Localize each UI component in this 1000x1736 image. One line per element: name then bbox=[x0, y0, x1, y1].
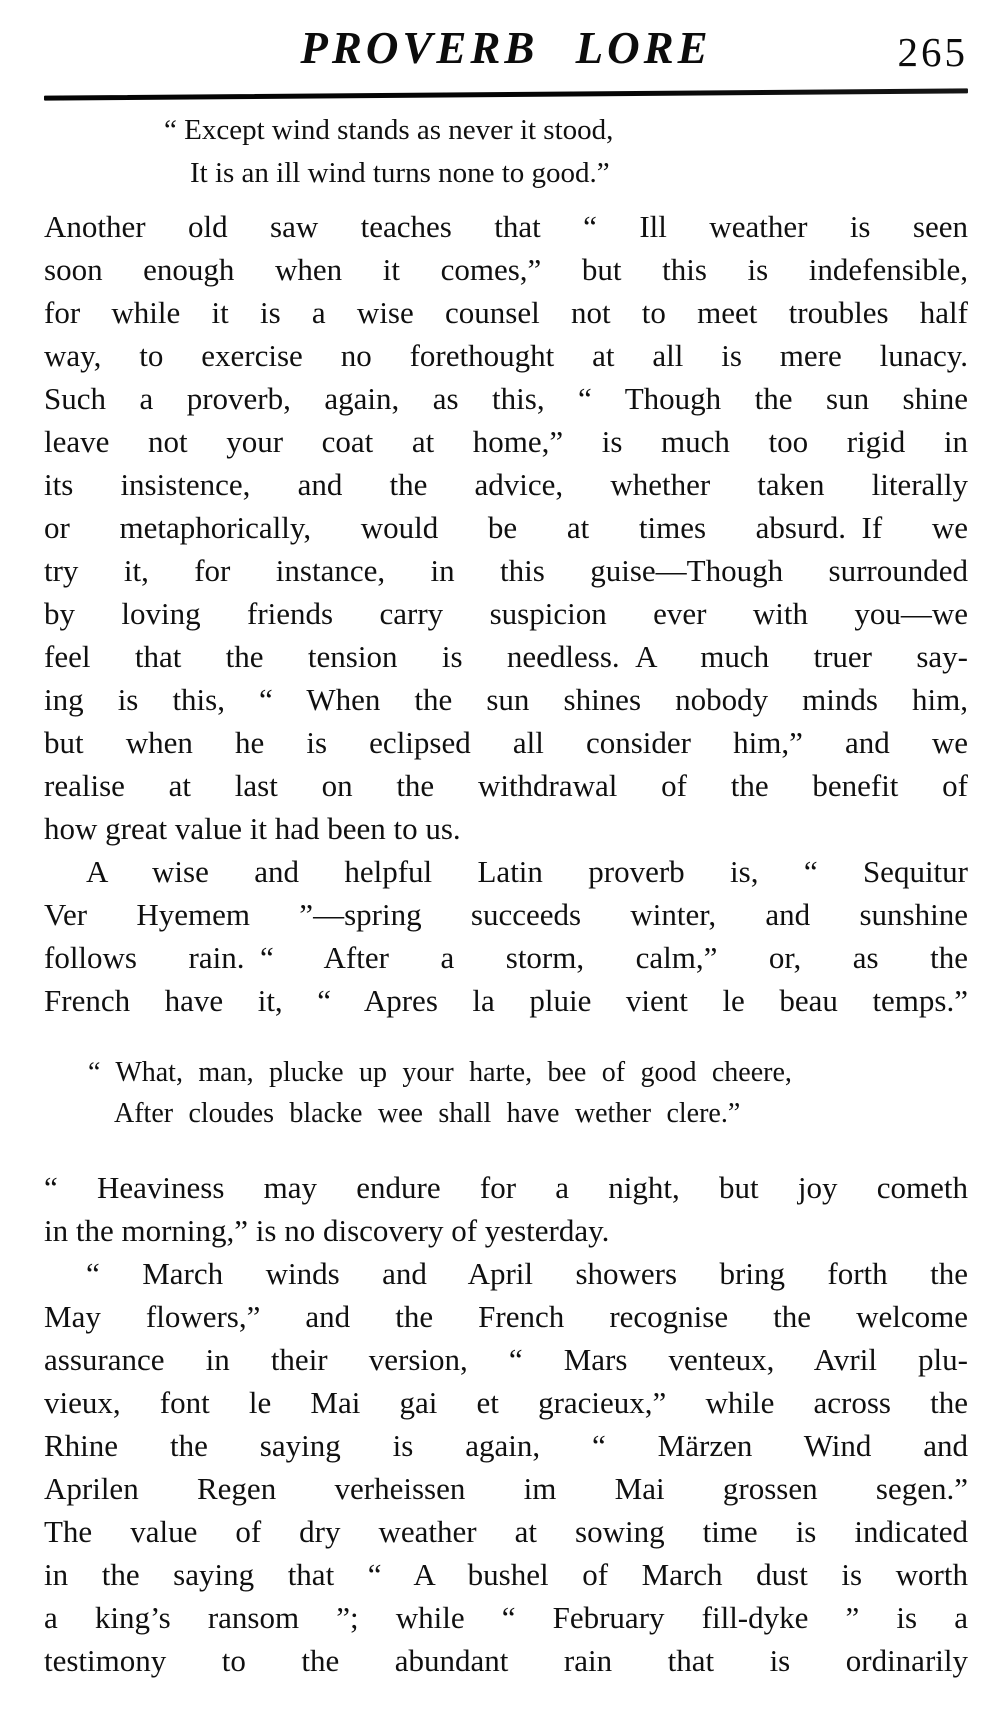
text-line: May flowers,” and the French recognise the welcome bbox=[44, 1299, 968, 1334]
text-line: Aprilen Regen verheissen im Mai grossen segen.” bbox=[44, 1471, 968, 1506]
text-line: Rhine the saying is again, “ Märzen Wind and bbox=[44, 1428, 968, 1463]
text-line: The value of dry weather at sowing time is indicated bbox=[44, 1514, 968, 1549]
text-line: French have it, “ Apres la pluie vient le beau temps.” bbox=[44, 983, 968, 1018]
text-line: Another old saw teaches that “ Ill weather is seen bbox=[44, 209, 968, 244]
text-line: “ What, man, plucke up your harte, bee of good cheere, bbox=[88, 1057, 792, 1088]
page-number: 265 bbox=[897, 29, 968, 75]
page-title: PROVERB LORE bbox=[300, 23, 712, 73]
text-line: soon enough when it comes,” but this is indefensible, bbox=[44, 252, 968, 287]
text-line: A wise and helpful Latin proverb is, “ Sequitur bbox=[86, 854, 968, 889]
text-line: in the saying that “ A bushel of March dust is worth bbox=[44, 1557, 968, 1592]
text-line: ing is this, “ When the sun shines nobody minds him, bbox=[44, 682, 968, 717]
text-line: or metaphorically, would be at times absurd. If we bbox=[44, 510, 968, 545]
text-line: a king’s ransom ”; while “ February fill-dyke ” is a bbox=[44, 1600, 968, 1635]
header-rule bbox=[44, 88, 968, 100]
paragraph-3 bbox=[44, 1166, 968, 1252]
text-line: testimony to the abundant rain that is ordinarily bbox=[44, 1643, 968, 1678]
text-line: Such a proverb, again, as this, “ Though the sun shine bbox=[44, 381, 968, 416]
text-line: follows rain. “ After a storm, calm,” or, as the bbox=[44, 940, 968, 975]
text-line: leave not your coat at home,” is much too rigid in bbox=[44, 424, 968, 459]
text-line: After cloudes blacke wee shall have wether clere.” bbox=[114, 1098, 741, 1129]
paragraph-4 bbox=[44, 1252, 968, 1682]
text-line: “ Except wind stands as never it stood, bbox=[164, 114, 614, 146]
text-line: try it, for instance, in this guise—Though surrounded bbox=[44, 553, 968, 588]
text-line: assurance in their version, “ Mars venteux, Avril plu- bbox=[44, 1342, 968, 1377]
text-line: “ Heaviness may endure for a night, but joy cometh bbox=[44, 1170, 968, 1205]
text-line: “ March winds and April showers bring forth the bbox=[86, 1256, 968, 1291]
text-line: Ver Hyemem ”—spring succeeds winter, and sunshine bbox=[44, 897, 968, 932]
text-line: vieux, font le Mai gai et gracieux,” while across the bbox=[44, 1385, 968, 1420]
text-line: It is an ill wind turns none to good.” bbox=[190, 157, 610, 189]
middle-verse bbox=[44, 1052, 968, 1134]
opening-verse bbox=[44, 109, 968, 195]
text-line: for while it is a wise counsel not to meet troubles half bbox=[44, 295, 968, 330]
text-line: way, to exercise no forethought at all is mere lunacy. bbox=[44, 338, 968, 373]
text-line: but when he is eclipsed all consider him,” and we bbox=[44, 725, 968, 760]
text-line: realise at last on the withdrawal of the benefit of bbox=[44, 768, 968, 803]
paragraph-1 bbox=[44, 205, 968, 850]
text-line: in the morning,” is no discovery of yesterday. bbox=[44, 1213, 610, 1248]
text-line: its insistence, and the advice, whether taken literally bbox=[44, 467, 968, 502]
paragraph-2 bbox=[44, 850, 968, 1022]
text-line: by loving friends carry suspicion ever with you—we bbox=[44, 596, 968, 631]
text-line: feel that the tension is needless. A much truer say- bbox=[44, 639, 968, 674]
page-content bbox=[44, 109, 968, 1682]
page-header bbox=[44, 22, 968, 76]
text-line: how great value it had been to us. bbox=[44, 811, 461, 846]
